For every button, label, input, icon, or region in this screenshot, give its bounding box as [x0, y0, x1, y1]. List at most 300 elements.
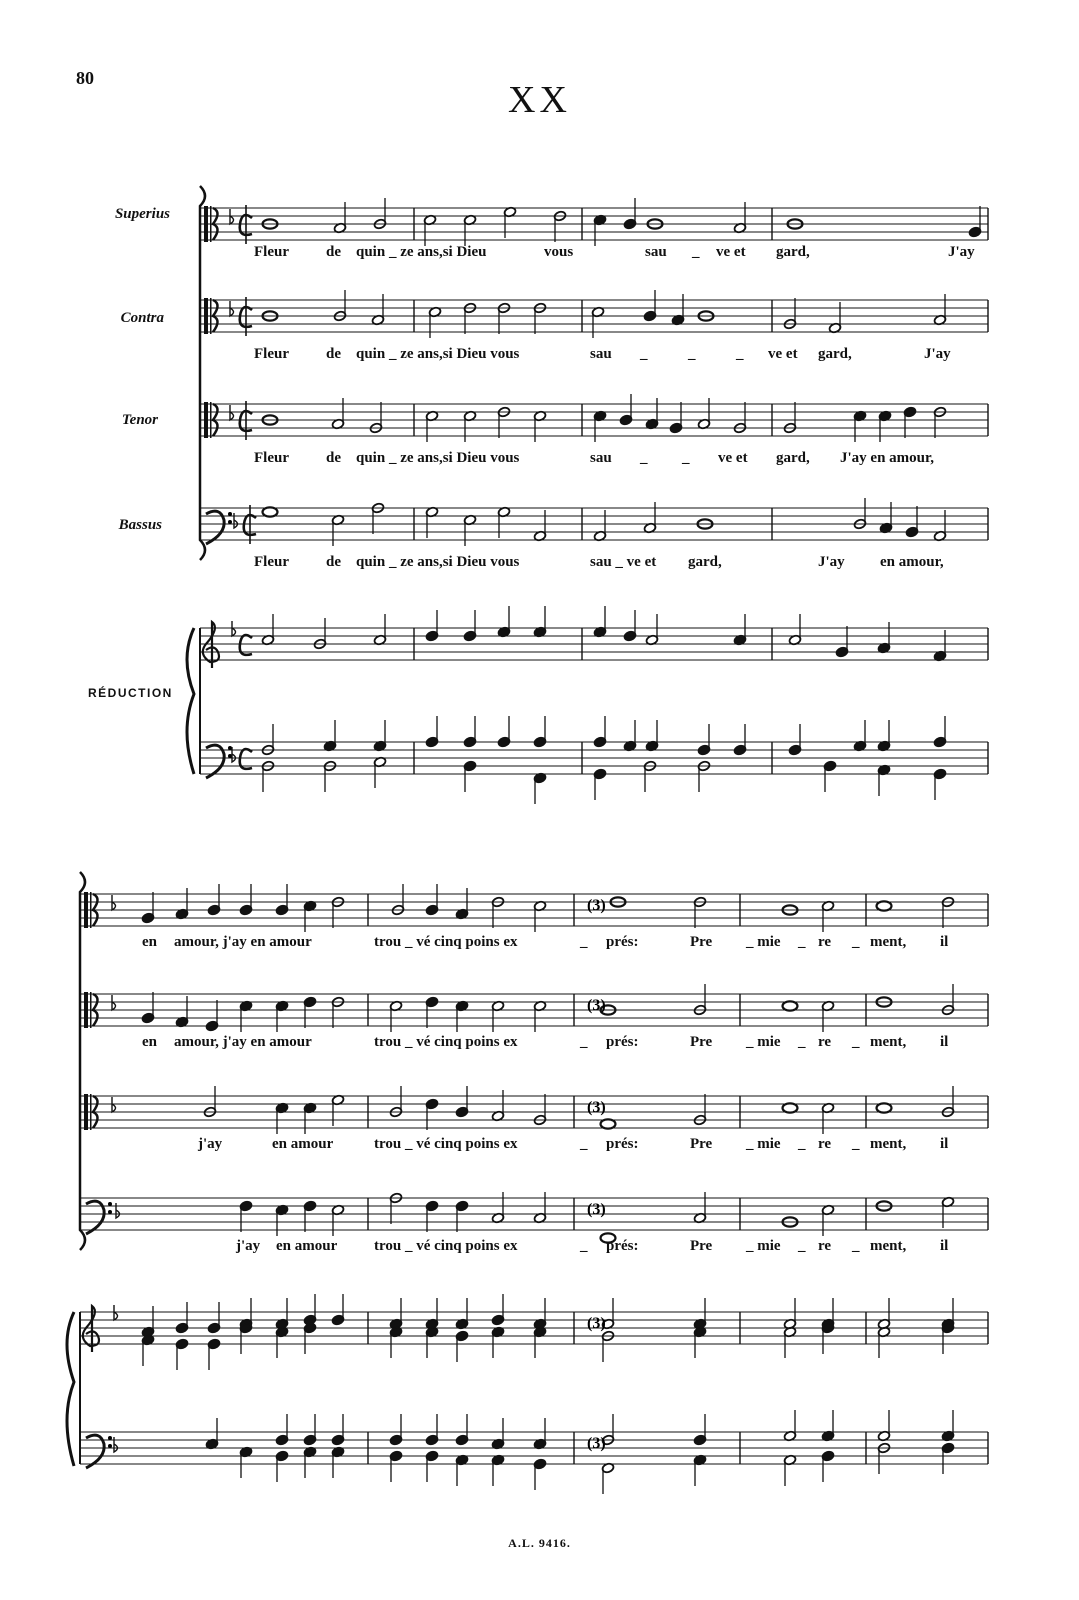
notes	[141, 198, 981, 1494]
lyric-syllable: j'ay	[198, 1136, 223, 1152]
note	[533, 302, 546, 334]
note	[533, 716, 546, 748]
note	[313, 618, 326, 650]
lyric-syllable: J'ay	[818, 554, 845, 570]
note	[425, 716, 438, 748]
note	[903, 406, 916, 438]
note	[491, 1000, 504, 1032]
note	[303, 1322, 316, 1354]
note	[175, 1338, 188, 1370]
note	[389, 1192, 402, 1224]
note	[697, 724, 710, 756]
note	[593, 768, 606, 800]
note	[323, 760, 336, 792]
note	[503, 206, 516, 238]
note	[333, 202, 346, 234]
note	[693, 984, 706, 1016]
lyric-syllable: en amour	[272, 1136, 334, 1152]
note	[877, 720, 890, 752]
note	[491, 1294, 504, 1326]
note	[331, 514, 344, 546]
lyric-syllable: _ mie	[746, 1136, 781, 1152]
note	[275, 1414, 288, 1446]
note	[593, 410, 606, 442]
note	[425, 1326, 438, 1358]
lyric-syllable: ment,	[870, 1238, 907, 1254]
note	[941, 984, 954, 1016]
note	[303, 900, 316, 932]
lyric-syllable: Pre	[690, 1238, 713, 1254]
note	[877, 1326, 890, 1358]
lyric-syllable: en amour	[276, 1238, 338, 1254]
lyric-syllable: prés:	[606, 934, 639, 950]
flat-sign	[114, 1437, 118, 1452]
lyric-syllable: _	[852, 1136, 860, 1152]
note	[821, 1450, 834, 1482]
note	[261, 760, 274, 792]
lyric-syllable: _	[640, 346, 648, 362]
c-clef	[84, 1094, 88, 1130]
note	[783, 1001, 798, 1010]
lyric-syllable: il	[940, 1034, 949, 1050]
note	[941, 1322, 954, 1354]
note	[371, 294, 384, 326]
lyric-syllable: _	[798, 934, 806, 950]
c-clef	[204, 206, 208, 242]
note	[601, 1462, 614, 1494]
note	[941, 1196, 954, 1228]
measure-marker: (3)	[587, 897, 606, 914]
note	[425, 884, 438, 916]
note	[207, 1338, 220, 1370]
lyric-syllable: _	[852, 1238, 860, 1254]
note	[697, 398, 710, 430]
voice-label-bassus: Bassus	[118, 517, 162, 533]
flat-sign	[116, 1203, 120, 1218]
note	[373, 614, 386, 646]
lyric-syllable: quin _ ze ans,si Dieu vous	[356, 554, 520, 570]
note	[877, 1103, 892, 1112]
note	[275, 1326, 288, 1358]
note	[593, 510, 606, 542]
lyric-syllable: prés:	[606, 1034, 639, 1050]
note	[821, 1322, 834, 1354]
note	[303, 1294, 316, 1326]
note	[423, 214, 436, 246]
voice-label-tenor: Tenor	[121, 412, 158, 428]
note	[275, 1204, 288, 1236]
lyric-syllable: gard,	[776, 244, 810, 260]
lyric-syllable: Pre	[690, 934, 713, 950]
lyric-syllable: ve et	[718, 450, 748, 466]
lyric-syllable: prés:	[606, 1238, 639, 1254]
note	[593, 716, 606, 748]
note	[693, 1414, 706, 1446]
lyric-syllable: _	[736, 346, 744, 362]
note	[491, 1090, 504, 1122]
f-clef	[228, 520, 232, 524]
note	[425, 996, 438, 1028]
lyric-syllable: _	[640, 450, 648, 466]
note	[175, 996, 188, 1028]
note	[463, 610, 476, 642]
note	[455, 888, 468, 920]
note	[941, 1410, 954, 1442]
lyric-syllable: _ mie	[746, 1034, 781, 1050]
note	[783, 402, 796, 434]
note	[389, 1414, 402, 1446]
note	[645, 720, 658, 752]
note	[425, 506, 438, 538]
lyric-syllable: prés:	[606, 1136, 639, 1152]
c-clef	[204, 402, 208, 438]
note	[533, 410, 546, 442]
f-clef	[108, 1436, 112, 1440]
c-clef	[90, 892, 92, 928]
note	[853, 410, 866, 442]
lyric-syllable: _	[692, 244, 700, 260]
note	[331, 996, 344, 1028]
note	[207, 884, 220, 916]
lyric-syllable: Fleur	[254, 554, 289, 570]
note	[671, 294, 684, 326]
lyric-syllable: re	[818, 1034, 832, 1050]
note	[593, 214, 606, 246]
note	[783, 1326, 796, 1358]
note	[389, 1000, 402, 1032]
lyric-syllable: gard,	[688, 554, 722, 570]
note	[491, 1454, 504, 1486]
note	[455, 1200, 468, 1232]
lyric-syllable: re	[818, 1238, 832, 1254]
lyric-syllable: sau	[645, 244, 667, 260]
lyric-syllable: il	[940, 1136, 949, 1152]
note	[425, 1298, 438, 1330]
note	[821, 1204, 834, 1236]
piece-title: XX	[508, 79, 571, 121]
note	[455, 1454, 468, 1486]
note	[275, 1298, 288, 1330]
lyric-syllable: _	[798, 1136, 806, 1152]
lyric-syllable: _	[580, 1034, 588, 1050]
note	[428, 306, 441, 338]
flat-sign	[232, 747, 236, 762]
note	[879, 502, 892, 534]
lyric-syllable: Fleur	[254, 346, 289, 362]
c-clef	[90, 1094, 92, 1130]
note	[643, 502, 656, 534]
lyric-syllable: ve et	[716, 244, 746, 260]
lyric-syllable: il	[940, 934, 949, 950]
note	[821, 1000, 834, 1032]
note	[533, 1000, 546, 1032]
lyric-syllable: sau _ ve et	[590, 554, 657, 570]
lyric-syllable: _ mie	[746, 1238, 781, 1254]
lyric-syllable: quin _ ze ans,si Dieu	[356, 244, 487, 260]
note	[239, 1000, 252, 1032]
note	[239, 1446, 252, 1478]
note	[497, 606, 510, 638]
note	[275, 1102, 288, 1134]
lyric-syllable: j'ay	[236, 1238, 261, 1254]
lyric-syllable: re	[818, 934, 832, 950]
lyric-syllable: _	[852, 1034, 860, 1050]
note	[821, 1102, 834, 1134]
lyric-syllable: ment,	[870, 1034, 907, 1050]
note	[697, 760, 710, 792]
note	[141, 992, 154, 1024]
lyric-syllable: quin _ ze ans,si Dieu vous	[356, 346, 520, 362]
flat-sign	[234, 513, 238, 528]
note	[623, 198, 636, 230]
note	[853, 498, 866, 530]
note	[941, 896, 954, 928]
lyric-syllable: _	[688, 346, 696, 362]
note	[693, 1454, 706, 1486]
measure-marker: (3)	[587, 1435, 606, 1452]
note	[933, 630, 946, 662]
note	[693, 1326, 706, 1358]
note	[933, 406, 946, 438]
note	[331, 1294, 344, 1326]
lyric-syllable: _	[852, 934, 860, 950]
note	[455, 1414, 468, 1446]
note	[455, 1330, 468, 1362]
f-clef	[228, 512, 232, 516]
lyric-syllable: J'ay en amour,	[840, 450, 935, 466]
note	[783, 1454, 796, 1486]
c-clef	[90, 992, 92, 1028]
note	[263, 507, 278, 516]
note	[533, 772, 546, 804]
note	[877, 764, 890, 796]
note	[693, 1094, 706, 1126]
note	[733, 724, 746, 756]
barlines	[80, 208, 988, 1464]
note	[497, 506, 510, 538]
note	[389, 1086, 402, 1118]
note	[783, 298, 796, 330]
note	[693, 1192, 706, 1224]
note	[941, 1442, 954, 1474]
lyric-syllable: J'ay	[948, 244, 975, 260]
note	[533, 1326, 546, 1358]
note	[331, 896, 344, 928]
note	[693, 896, 706, 928]
note	[533, 900, 546, 932]
note	[463, 760, 476, 792]
note	[877, 1442, 890, 1474]
note	[491, 1418, 504, 1450]
note	[828, 302, 841, 334]
note	[821, 1410, 834, 1442]
piano-brace	[67, 1312, 74, 1466]
note	[533, 1094, 546, 1126]
note	[239, 884, 252, 916]
note	[389, 1326, 402, 1358]
note	[239, 1200, 252, 1232]
note	[425, 410, 438, 442]
lyric-syllable: _	[580, 1136, 588, 1152]
note	[733, 202, 746, 234]
note	[877, 1410, 890, 1442]
c-clef	[84, 892, 88, 928]
c-clef	[84, 992, 88, 1028]
lyric-syllable: de	[326, 554, 341, 570]
note	[835, 626, 848, 658]
g-clef	[203, 622, 219, 668]
lyric-syllable: ve et	[768, 346, 798, 362]
lyric-syllable: de	[326, 346, 341, 362]
note	[643, 760, 656, 792]
lyric-syllable: en amour,	[880, 554, 944, 570]
note	[788, 614, 801, 646]
note	[823, 760, 836, 792]
note	[645, 614, 658, 646]
note	[275, 1450, 288, 1482]
piano-brace	[187, 628, 194, 774]
note	[425, 610, 438, 642]
note	[533, 1418, 546, 1450]
note	[275, 1000, 288, 1032]
note	[331, 1204, 344, 1236]
note	[497, 406, 510, 438]
reduction-label: RÉDUCTION	[88, 686, 173, 700]
note	[783, 1103, 798, 1112]
note	[425, 1414, 438, 1446]
note	[323, 720, 336, 752]
note	[821, 900, 834, 932]
note	[389, 1298, 402, 1330]
note	[205, 1418, 218, 1450]
note	[933, 294, 946, 326]
note	[263, 507, 278, 516]
lyric-syllable: amour, j'ay en amour	[174, 1034, 312, 1050]
note	[783, 1298, 796, 1330]
note	[175, 888, 188, 920]
lyric-syllable: en	[142, 1034, 157, 1050]
plate-number: A.L. 9416.	[508, 1536, 571, 1550]
c-clef	[210, 206, 212, 242]
f-clef	[108, 1444, 112, 1448]
note	[207, 1302, 220, 1334]
note	[373, 198, 386, 230]
note	[389, 1450, 402, 1482]
note	[205, 1000, 218, 1032]
note	[331, 398, 344, 430]
lyric-syllable: sau	[590, 450, 612, 466]
note	[601, 1119, 616, 1128]
note	[331, 1094, 344, 1126]
lyric-syllable: quin _ ze ans,si Dieu vous	[356, 450, 520, 466]
note	[593, 606, 606, 638]
note	[141, 1306, 154, 1338]
measure-marker: (3)	[587, 1201, 606, 1218]
note	[491, 1326, 504, 1358]
note	[533, 1458, 546, 1490]
note	[623, 720, 636, 752]
lyric-syllable: ment,	[870, 1136, 907, 1152]
c-clef	[210, 298, 212, 334]
note	[455, 1000, 468, 1032]
note	[497, 716, 510, 748]
g-clef	[83, 1306, 99, 1352]
lyric-syllable: Fleur	[254, 244, 289, 260]
note	[303, 996, 316, 1028]
note	[455, 1086, 468, 1118]
measure-marker: (3)	[587, 997, 606, 1014]
lyric-syllable: de	[326, 244, 341, 260]
note	[141, 1334, 154, 1366]
lyric-syllable: il	[940, 1238, 949, 1254]
lyric-syllable: de	[326, 450, 341, 466]
note	[533, 1192, 546, 1224]
voice-label-superius: Superius	[114, 206, 170, 222]
note	[643, 290, 656, 322]
lyric-syllable: Fleur	[254, 450, 289, 466]
note	[733, 614, 746, 646]
note	[175, 1302, 188, 1334]
lyric-syllable: re	[818, 1136, 832, 1152]
lyric-syllable: _	[682, 450, 690, 466]
note	[878, 410, 891, 442]
c-clef	[210, 402, 212, 438]
note	[491, 896, 504, 928]
note	[877, 901, 892, 910]
lyric-syllable: gard,	[818, 346, 852, 362]
lyric-syllable: vous	[544, 244, 574, 260]
note	[783, 1001, 798, 1010]
note	[333, 290, 346, 322]
note	[425, 1450, 438, 1482]
note	[391, 884, 404, 916]
lyric-syllable: trou _ vé cinq poins ex	[374, 1034, 518, 1050]
note	[933, 768, 946, 800]
note	[303, 1446, 316, 1478]
voice-label-contra: Contra	[120, 310, 164, 326]
f-clef	[108, 1202, 112, 1206]
note	[261, 614, 274, 646]
note	[933, 510, 946, 542]
note	[783, 1410, 796, 1442]
note	[331, 1414, 344, 1446]
lyric-syllable: ment,	[870, 934, 907, 950]
note	[853, 720, 866, 752]
note	[591, 306, 604, 338]
lyric-syllable: Pre	[690, 1136, 713, 1152]
note	[373, 756, 386, 788]
note	[601, 1119, 616, 1128]
note	[533, 510, 546, 542]
note	[533, 1298, 546, 1330]
f-clef	[108, 1210, 112, 1214]
note	[455, 1298, 468, 1330]
note	[623, 610, 636, 642]
lyric-syllable: Pre	[690, 1034, 713, 1050]
note	[425, 1200, 438, 1232]
note	[877, 622, 890, 654]
lyric-syllable: trou _ vé cinq poins ex	[374, 1238, 518, 1254]
note	[905, 506, 918, 538]
lyric-syllable: sau	[590, 346, 612, 362]
note	[788, 724, 801, 756]
note	[463, 514, 476, 546]
lyric-syllable: _	[798, 1034, 806, 1050]
note	[968, 206, 981, 238]
measure-marker: (3)	[587, 1315, 606, 1332]
note	[533, 606, 546, 638]
note	[303, 1102, 316, 1134]
